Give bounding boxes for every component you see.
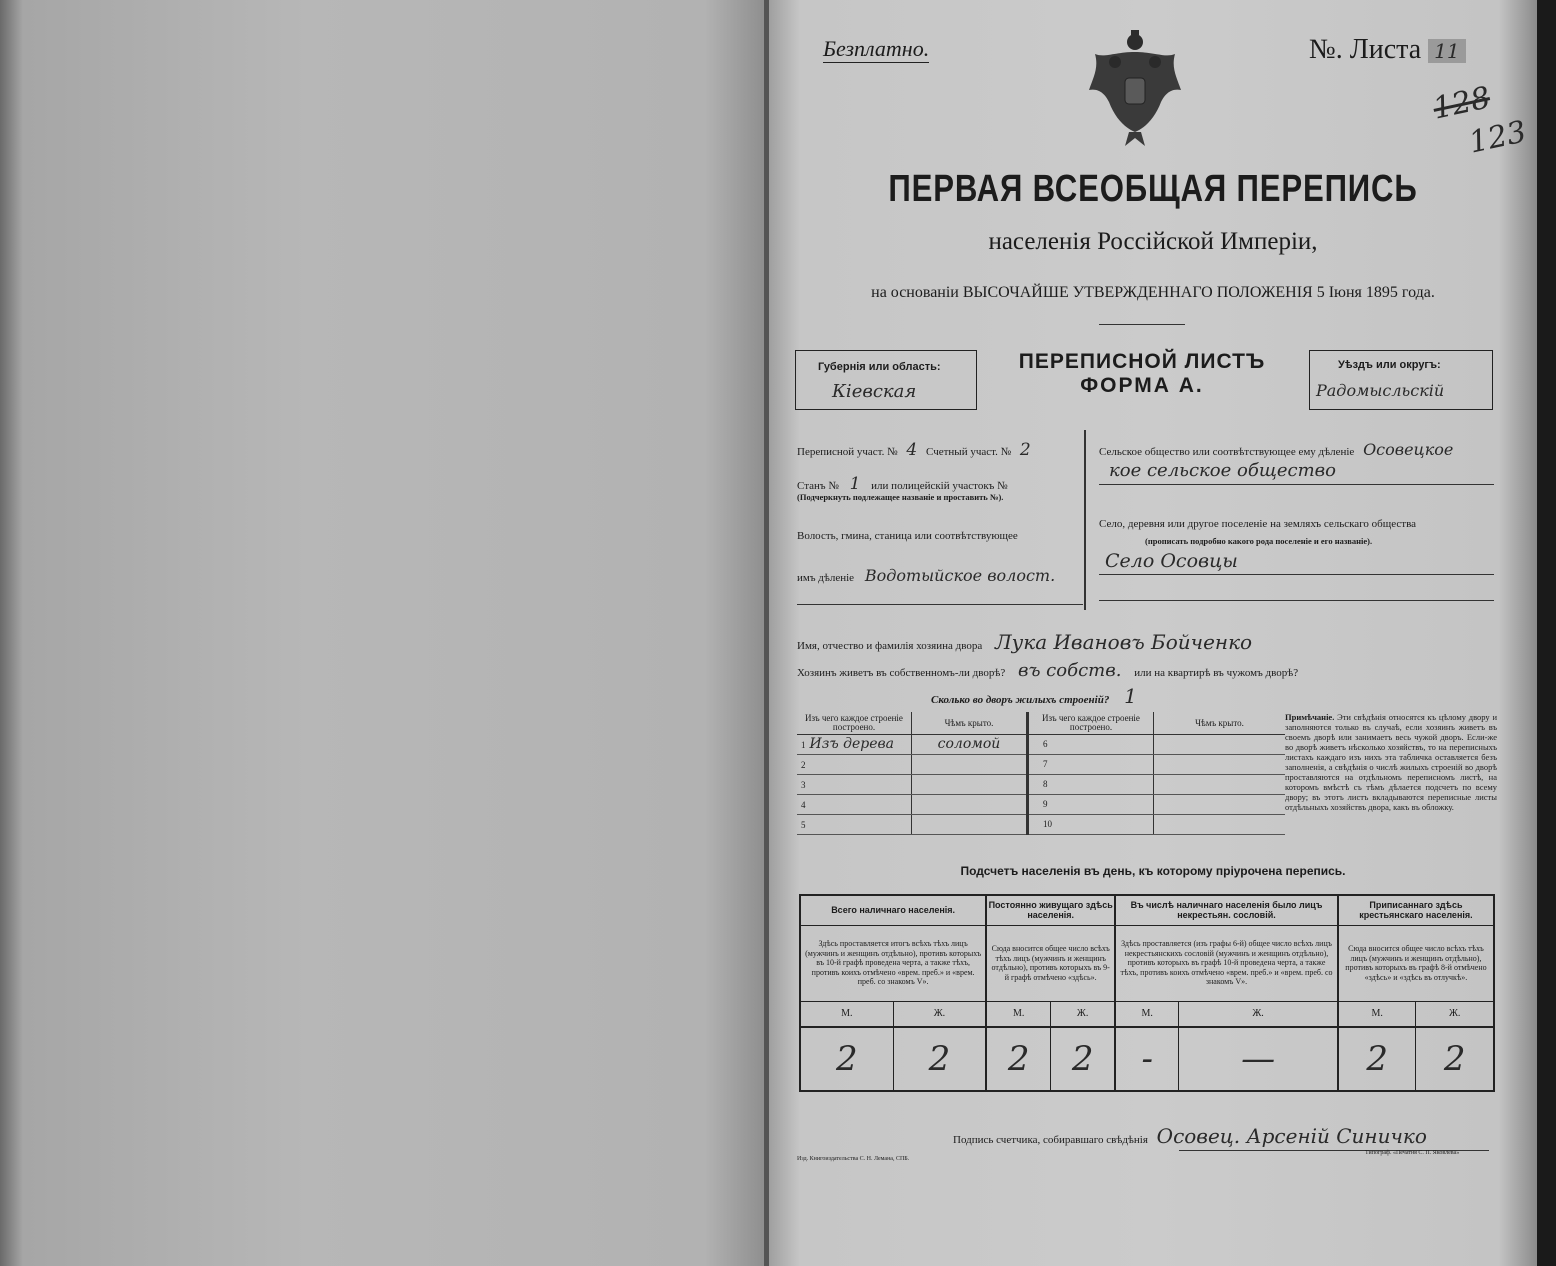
building-roof-right <box>1154 774 1286 794</box>
obschestvo-underline <box>1099 484 1494 485</box>
archive-number-old: 128 <box>1429 80 1494 127</box>
count-column-description: Здѣсь проставляется (изъ графы 6-й) общее число всѣхъ лицъ некрестьянскихъ сословій (мужчинъ и женщинъ отдѣльно), противъ которыхъ въ графѣ 10-й проведена черта, а также тѣхъ, противъ коихъ отмѣчено «врем. преб.» и «врем. преб. со знакомъ V». <box>1115 925 1338 1001</box>
population-count-table <box>799 894 1495 1092</box>
building-roof <box>912 814 1028 834</box>
female-count: 2 <box>1051 1027 1115 1091</box>
building-number-right: 7 <box>1028 754 1154 774</box>
police-label: или полицейскій участокъ № <box>871 480 1008 492</box>
gubernia-value: Кіевская <box>832 381 917 402</box>
obschestvo-label: Сельское общество или соотвѣтствующее ему дѣленіе <box>1099 446 1355 458</box>
buildings-note <box>1285 712 1497 812</box>
building-row <box>797 814 1285 834</box>
female-label: Ж. <box>1416 1001 1494 1027</box>
perepisnoi-value: 4 <box>906 440 918 460</box>
owner-count-value: 1 <box>1124 684 1137 708</box>
count-column-title: Въ числѣ наличнаго населенія было лицъ некрестьян. сословій. <box>1115 895 1338 925</box>
building-roof: соломой <box>912 734 1028 754</box>
owner-name-row <box>797 630 1252 654</box>
building-cell-left <box>797 754 912 774</box>
count-column-title: Приписаннаго здѣсь крестьянскаго населенія. <box>1338 895 1494 925</box>
free-text: Безплатно. <box>823 36 930 61</box>
selo-note: (прописать подробно какого рода поселеніе и его названіе). <box>1145 536 1373 546</box>
building-roof <box>912 774 1028 794</box>
female-label: Ж. <box>1051 1001 1115 1027</box>
uezd-box <box>1309 350 1493 410</box>
selo-underline <box>1099 574 1494 575</box>
building-cell-left <box>797 774 912 794</box>
note-text: Эти свѣдѣнія относятся къ цѣлому двору и заполняются только въ случаѣ, если хозяинъ живетъ въ своемъ дворѣ или занимаетъ весь чужой дворъ. Если-же во дворѣ живетъ нѣсколько хозяйствъ, то на переписныхъ листахъ каждаго изъ нихъ эта табличка оставляется безъ заполненія, а свѣдѣнія о числѣ жилыхъ строеній во дворѣ проставляются на отдѣльномъ переписномъ листѣ, на которомъ вмѣстѣ съ тѣмъ дѣлается подсчетъ по всему двору; въ этотъ листъ вкладываются переписные листы отдѣльныхъ хозяйствъ двора, какъ въ обложку. <box>1285 712 1497 812</box>
owner-count-label: Сколько во дворъ жилыхъ строеній? <box>931 694 1110 706</box>
gubernia-label: Губернія или область: <box>818 361 941 373</box>
building-roof-right <box>1154 734 1286 754</box>
printer-right: Типограф. «Печатня С. П. Яковлева» <box>1365 1150 1460 1156</box>
count-column-title: Всего наличнаго населенія. <box>800 895 986 925</box>
schetny-label: Счетный участ. № <box>926 446 1012 458</box>
selo-label: Село, деревня или другое поселеніе на земляхъ сельскаго общества <box>1099 518 1417 530</box>
uezd-value: Радомысльскій <box>1316 381 1445 400</box>
form-title <box>977 350 1307 410</box>
ornament-divider <box>1099 324 1185 325</box>
male-label: М. <box>800 1001 893 1027</box>
selo-value: Село Осовцы <box>1105 550 1238 572</box>
uezd-label: Уѣздъ или округъ: <box>1338 359 1441 371</box>
volost-row <box>797 566 1055 585</box>
sheet-number-value: 11 <box>1428 39 1465 63</box>
building-number: 1 <box>801 740 806 750</box>
male-count: 2 <box>800 1027 893 1091</box>
building-number: 4 <box>801 800 806 810</box>
building-row <box>797 774 1285 794</box>
owner-name-value: Лука Ивановъ Бойченко <box>994 630 1253 654</box>
stan-value: 1 <box>849 474 861 494</box>
volost-value: Водотыйское волост. <box>864 566 1056 585</box>
building-number-right: 9 <box>1028 794 1154 814</box>
female-count: 2 <box>893 1027 986 1091</box>
female-label: Ж. <box>1179 1001 1338 1027</box>
obschestvo-value2: кое сельское общество <box>1109 460 1336 481</box>
owner-or-label: или на квартирѣ въ чужомъ дворѣ? <box>1134 667 1299 679</box>
sheet-number <box>1309 34 1466 66</box>
volost-label2: имъ дѣленіе <box>797 572 855 584</box>
count-heading: Подсчетъ населенія въ день, къ которому пріурочена перепись. <box>960 864 1346 878</box>
census-subtitle: населенія Россійской Имперіи, <box>988 228 1318 255</box>
gubernia-box <box>795 350 977 410</box>
buildings-col4: Чѣмъ крыто. <box>1154 712 1286 734</box>
building-material <box>806 756 810 772</box>
perepisnoi-row <box>797 440 1037 460</box>
volost-underline <box>797 604 1083 605</box>
building-material <box>806 816 810 832</box>
form-title-line2: ФОРМА А. <box>1080 374 1204 397</box>
note-title: Примѣчаніе. <box>1285 712 1335 722</box>
building-row <box>797 794 1285 814</box>
stan-label: Станъ № <box>797 480 839 492</box>
building-number-right: 10 <box>1028 814 1154 834</box>
male-count: 2 <box>986 1027 1050 1091</box>
schetny-value: 2 <box>1019 440 1031 460</box>
building-roof-right <box>1154 794 1286 814</box>
archive-number-new: 123 <box>1465 114 1530 161</box>
owner-lives-row <box>797 660 1298 681</box>
count-column-description: Сюда вносится общее число всѣхъ тѣхъ лицъ (мужчинъ и женщинъ отдѣльно), противъ которыхъ въ графѣ 8-й отмѣчено «здѣсь» и «здѣсь въ отлучкѣ». <box>1338 925 1494 1001</box>
perepisnoi-label: Переписной участ. № <box>797 446 898 458</box>
building-row <box>797 754 1285 774</box>
male-count: - <box>1115 1027 1179 1091</box>
free-stamp <box>823 36 929 63</box>
stan-row <box>797 474 1008 494</box>
selo-underline-2 <box>1099 600 1494 601</box>
building-number: 5 <box>801 820 806 830</box>
female-label: Ж. <box>893 1001 986 1027</box>
building-roof-right <box>1154 814 1286 834</box>
sheet-label: №. Листа <box>1309 34 1422 65</box>
census-form-page <box>769 0 1537 1266</box>
obschestvo-value1: Осовецкое <box>1363 440 1454 459</box>
male-label: М. <box>1338 1001 1416 1027</box>
male-label: М. <box>986 1001 1050 1027</box>
census-basis: на основаніи ВЫСОЧАЙШЕ УТВЕРЖДЕННАГО ПОЛОЖЕНІЯ 5 Іюня 1895 года. <box>871 284 1435 301</box>
count-column-description: Здѣсь проставляется итогъ всѣхъ тѣхъ лицъ (мужчинъ и женщинъ отдѣльно), противъ которыхъ въ 10-й графѣ проведена черта, а также тѣхъ, противъ коихъ отмѣчено «врем. преб.» и «врем. преб. со знакомъ V». <box>800 925 986 1001</box>
printer-left: Изд. Книгоиздательства С. Н. Лемана, СПБ. <box>797 1156 910 1162</box>
obschestvo-row <box>1099 440 1453 459</box>
owner-count-row <box>931 684 1137 708</box>
signature-value: Осовец. Арсеній Синичко <box>1156 1124 1427 1148</box>
owner-lives-label: Хозяинъ живетъ въ собственномъ-ли дворѣ? <box>797 667 1006 679</box>
male-label: М. <box>1115 1001 1179 1027</box>
owner-lives-value: въ собств. <box>1017 660 1122 681</box>
building-number: 3 <box>801 780 806 790</box>
building-number-right: 8 <box>1028 774 1154 794</box>
male-count: 2 <box>1338 1027 1416 1091</box>
census-title: ПЕРВАЯ ВСЕОБЩАЯ ПЕРЕПИСЬ <box>888 168 1418 210</box>
count-column-title: Постоянно живущаго здѣсь населенія. <box>986 895 1115 925</box>
buildings-col1: Изъ чего каждое строеніе построено. <box>797 712 912 734</box>
underline-note: (Подчеркнуть подлежащее названіе и проставить №). <box>797 492 1004 502</box>
building-number-right: 6 <box>1028 734 1154 754</box>
double-headed-eagle-emblem <box>1085 28 1185 154</box>
signature-row <box>953 1124 1427 1148</box>
building-material <box>806 776 810 792</box>
building-material <box>806 796 810 812</box>
building-material: Изъ дерева <box>809 736 895 752</box>
building-cell-left <box>797 814 912 834</box>
signature-label: Подпись счетчика, собиравшаго свѣдѣнія <box>953 1134 1148 1146</box>
form-title-line1: ПЕРЕПИСНОЙ ЛИСТЪ <box>1018 350 1266 373</box>
left-page-blank <box>0 0 766 1266</box>
building-roof <box>912 754 1028 774</box>
section-divider <box>1084 430 1086 610</box>
owner-name-label: Имя, отчество и фамилія хозяина двора <box>797 640 983 652</box>
buildings-table <box>797 712 1285 835</box>
building-cell-left <box>797 794 912 814</box>
buildings-col3: Изъ чего каждое строеніе построено. <box>1028 712 1154 734</box>
building-roof <box>912 794 1028 814</box>
female-count: — <box>1179 1027 1338 1091</box>
buildings-col2: Чѣмъ крыто. <box>912 712 1028 734</box>
female-count: 2 <box>1416 1027 1494 1091</box>
building-number: 2 <box>801 760 806 770</box>
volost-label: Волость, гмина, станица или соотвѣтствующее <box>797 530 1018 542</box>
count-column-description: Сюда вносится общее число всѣхъ тѣхъ лицъ (мужчинъ и женщинъ отдѣльно), противъ которыхъ въ 9-й графѣ отмѣчено «здѣсь». <box>986 925 1115 1001</box>
building-roof-right <box>1154 754 1286 774</box>
building-row <box>797 734 1285 754</box>
building-cell-left <box>797 734 912 754</box>
